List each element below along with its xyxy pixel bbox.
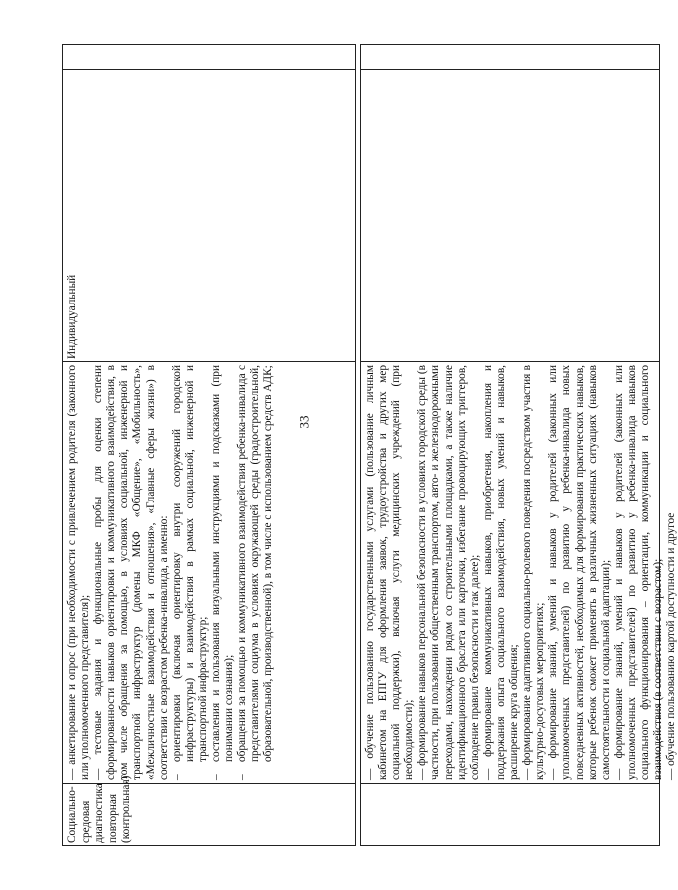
methods-cell [66, 365, 276, 780]
activity-item: — формирование знаний, умений и навыков у родителей (законных или уполномоченных представителей) по развитию у ребенка-инвалида новых повседневных активностей, необходимых для формирования практических навыков, которые ребенок сможет применять в различных жизненных ситуациях (навыков самостоятельности и социальной адаптации); [547, 365, 612, 780]
activity-item: — формирование коммуникативных навыков, приобретения, накопления и поддержания опыта социального взаимодействия, новых умений и навыков, расширение круга общения; [481, 365, 521, 780]
page-number: 33 [296, 415, 312, 429]
column-divider [360, 783, 660, 784]
list-item: – составления и пользования визуальными инструкциями и подсказками (при понимании сознания); [210, 365, 236, 780]
activity-item: — формирование навыков персональной безопасности в условиях городской среды (в частности, при пользовании общественным транспортом, авто- и железнодорожными переходами, нахождении рядом со строительными площадками, а также наличие идентификационного браслета или карточки, избегание провоцирующих триггеров, соблюдение правил безопасности и так далее); [416, 365, 481, 780]
activity-item: — обучение пользованию картой доступности и другое [665, 512, 678, 780]
rotated-table [62, 44, 356, 846]
activity-item: — формирование знаний, умений и навыков у родителей (законных или уполномоченных представителей) по развитию у ребенка-инвалида навыков социального функционирования – ориентации, коммуникации и социального взаимодействия (в соответствии с возрастом); [612, 365, 665, 780]
list-item: – ориентировки (включая ориентировку внутри сооружений городской инфраструктуры) и взаимодействия в рамках социальной, инженерной и транспортной инфраструктур; [170, 365, 209, 780]
column-divider [62, 783, 356, 784]
list-item: – обращения за помощью и коммуникативного взаимодействия ребенка-инвалида с представителями социума в условиях окружающей среды (градостроительной, образовательной, производственной), в том числе с использованием средств АДК; [236, 365, 275, 780]
method-item: — тестовые задания и функциональные пробы для оценки степени сформированности навыков ориентировки и коммуникативного взаимодействия, в том числе обращения за помощью, в условиях социальной, инженерной и транспортной инфраструктур (домены МКФ «Общение», «Мобильность», «Межличностные взаимодействия и отношения», «Главные сферы жизни») в соответствии с возрастом ребенка-инвалида, а именно: [92, 365, 170, 780]
activities-cell [364, 365, 678, 780]
column-divider [360, 361, 660, 362]
activity-item: — обучение пользованию государственными услугами (пользование личным кабинетом на ЕПГУ для оформления заявок, трудоустройства и других мер социальной поддержки), включая услуги медицинских учреждений (при необходимости); [364, 365, 416, 780]
column-divider [62, 69, 356, 70]
form-cell: Индивидуальный [66, 274, 78, 359]
column-divider [360, 69, 660, 70]
stage-cell: Социально-средовая диагностика повторная (контрольная) [66, 775, 133, 843]
activity-item: — формирование адаптивного социально-ролевого поведения посредством участия в культурно-досуговых мероприятиях; [521, 365, 547, 780]
column-divider [62, 361, 356, 362]
method-item: — анкетирование и опрос (при необходимости с привлечением родителя (законного или уполномоченного представителя); [66, 365, 92, 780]
previous-row-block [360, 44, 678, 846]
